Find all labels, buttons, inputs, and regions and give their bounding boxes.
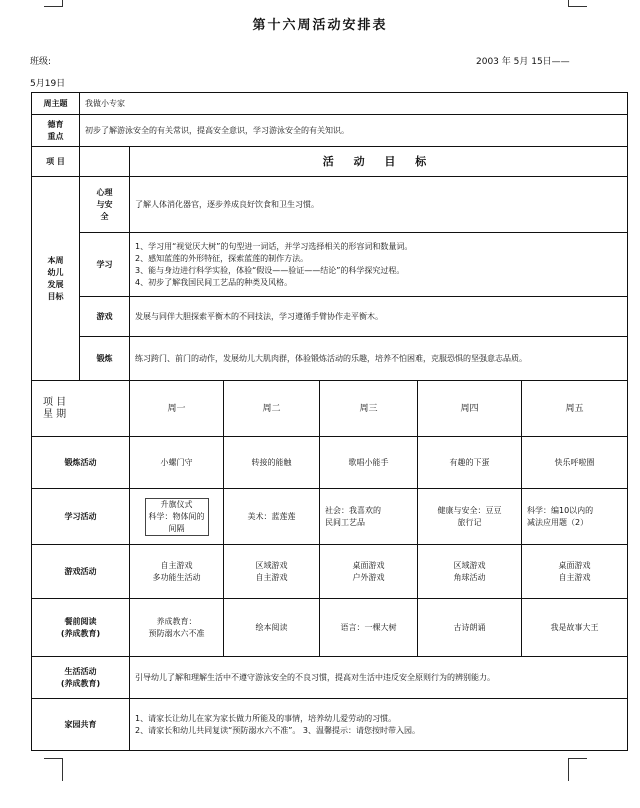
week-cell: 歌唱小能手 <box>320 437 418 489</box>
goal-text-psych: 了解人体消化器官，逐步养成良好饮食和卫生习惯。 <box>130 177 628 233</box>
week-cell: 绘本阅读 <box>224 599 320 657</box>
row-label-reading: 餐前阅读 (养成教育) <box>32 599 130 657</box>
week-cell: 快乐呼啦圈 <box>522 437 628 489</box>
goal-label-game: 游戏 <box>80 297 130 337</box>
goal-text-exercise: 练习跨门、前门的动作，发展幼儿大肌肉群，体验锻炼活动的乐趣，培养不怕困难，克服恐惧的坚强意志品质。 <box>130 337 628 381</box>
goal-row <box>32 233 628 297</box>
week-corner-label: 项 目 星 期 <box>32 381 130 437</box>
day-header: 周三 <box>320 381 418 437</box>
moral-label: 德育 重点 <box>32 115 80 147</box>
week-header-row <box>32 381 628 437</box>
goals-item-label: 项 目 <box>32 147 80 177</box>
life-row <box>32 657 628 699</box>
week-cell <box>130 489 224 545</box>
home-text: 1、请家长让幼儿在家为家长做力所能及的事情，培养幼儿爱劳动的习惯。 2、请家长和幼儿共同复读“预防溺水六不准”。 3、温馨提示：请您按时带入园。 <box>130 699 628 751</box>
crop-mark-top-right <box>568 0 587 7</box>
week-row <box>32 545 628 599</box>
week-cell: 桌面游戏 户外游戏 <box>320 545 418 599</box>
week-cell: 美术：蓝莲莲 <box>224 489 320 545</box>
week-cell: 社会：我喜欢的 民间工艺品 <box>320 489 418 545</box>
day-header: 周二 <box>224 381 320 437</box>
schedule-table <box>31 92 628 751</box>
week-row <box>32 437 628 489</box>
crop-mark-top-left <box>44 0 63 7</box>
week-cell: 有趣的下蛋 <box>418 437 522 489</box>
week-cell: 语言：一棵大树 <box>320 599 418 657</box>
goal-label-exercise: 锻炼 <box>80 337 130 381</box>
week-cell: 桌面游戏 自主游戏 <box>522 545 628 599</box>
day-header: 周四 <box>418 381 522 437</box>
page-title: 第十六周活动安排表 <box>252 18 388 33</box>
week-cell: 小螺门守 <box>130 437 224 489</box>
goal-label-psych: 心理 与安 全 <box>80 177 130 233</box>
home-label: 家园共育 <box>32 699 130 751</box>
crop-mark-bottom-right <box>568 758 587 781</box>
row-label-exercise: 锻炼活动 <box>32 437 130 489</box>
boxed-note: 升旗仪式 科学：物体间的 间隔 <box>145 498 209 536</box>
week-cell: 健康与安全：豆豆 旅行记 <box>418 489 522 545</box>
home-row <box>32 699 628 751</box>
goals-header-row <box>32 147 628 177</box>
date-range: 2003 年 5月 15日—— <box>476 57 570 67</box>
week-row <box>32 599 628 657</box>
theme-value: 我做小专家 <box>80 93 628 115</box>
week-cell: 养成教育： 预防溺水六不准 <box>130 599 224 657</box>
row-label-game: 游戏活动 <box>32 545 130 599</box>
goal-row <box>32 337 628 381</box>
life-text: 引导幼儿了解和理解生活中不遵守游泳安全的不良习惯，提高对生活中违反安全原则行为的辨别能力。 <box>130 657 628 699</box>
theme-row <box>32 93 628 115</box>
week-cell: 区域游戏 角球活动 <box>418 545 522 599</box>
week-row <box>32 489 628 545</box>
goal-label-study: 学习 <box>80 233 130 297</box>
day-header: 周五 <box>522 381 628 437</box>
life-label: 生活活动 (养成教育) <box>32 657 130 699</box>
goals-header: 活 动 目 标 <box>130 147 628 177</box>
goal-text-game: 发展与同伴大胆探索平衡木的不同技法，学习遵循手臂协作走平衡木。 <box>130 297 628 337</box>
week-cell: 科学：编10以内的 减法应用题（2） <box>522 489 628 545</box>
week-cell: 古诗朗诵 <box>418 599 522 657</box>
goal-row <box>32 177 628 233</box>
class-label: 班级: <box>30 57 52 67</box>
week-cell: 自主游戏 多功能生活动 <box>130 545 224 599</box>
week-cell: 转接的能触 <box>224 437 320 489</box>
day-header: 周一 <box>130 381 224 437</box>
row-label-study: 学习活动 <box>32 489 130 545</box>
end-date: 5月19日 <box>30 79 66 89</box>
theme-label: 周主题 <box>32 93 80 115</box>
goals-header-spacer <box>80 147 130 177</box>
goals-side-label: 本周 幼儿 发展 目标 <box>32 177 80 381</box>
moral-value: 初步了解游泳安全的有关常识，提高安全意识，学习游泳安全的有关知识。 <box>80 115 628 147</box>
goal-text-study: 1、学习用“视觉厌大树”的句型进一词话，并学习选择相关的形容词和数量词。 2、感知蓝莲的外形特征，探索蓝莲的制作方法。 3、能与身边进行科学实验，体验“假设——验证——结论”的科学探究过程。 4、初步了解我国民间工艺品的种类及风格。 <box>130 233 628 297</box>
week-cell: 区域游戏 自主游戏 <box>224 545 320 599</box>
goal-row <box>32 297 628 337</box>
moral-row <box>32 115 628 147</box>
week-cell: 我是故事大王 <box>522 599 628 657</box>
crop-mark-bottom-left <box>44 758 63 781</box>
